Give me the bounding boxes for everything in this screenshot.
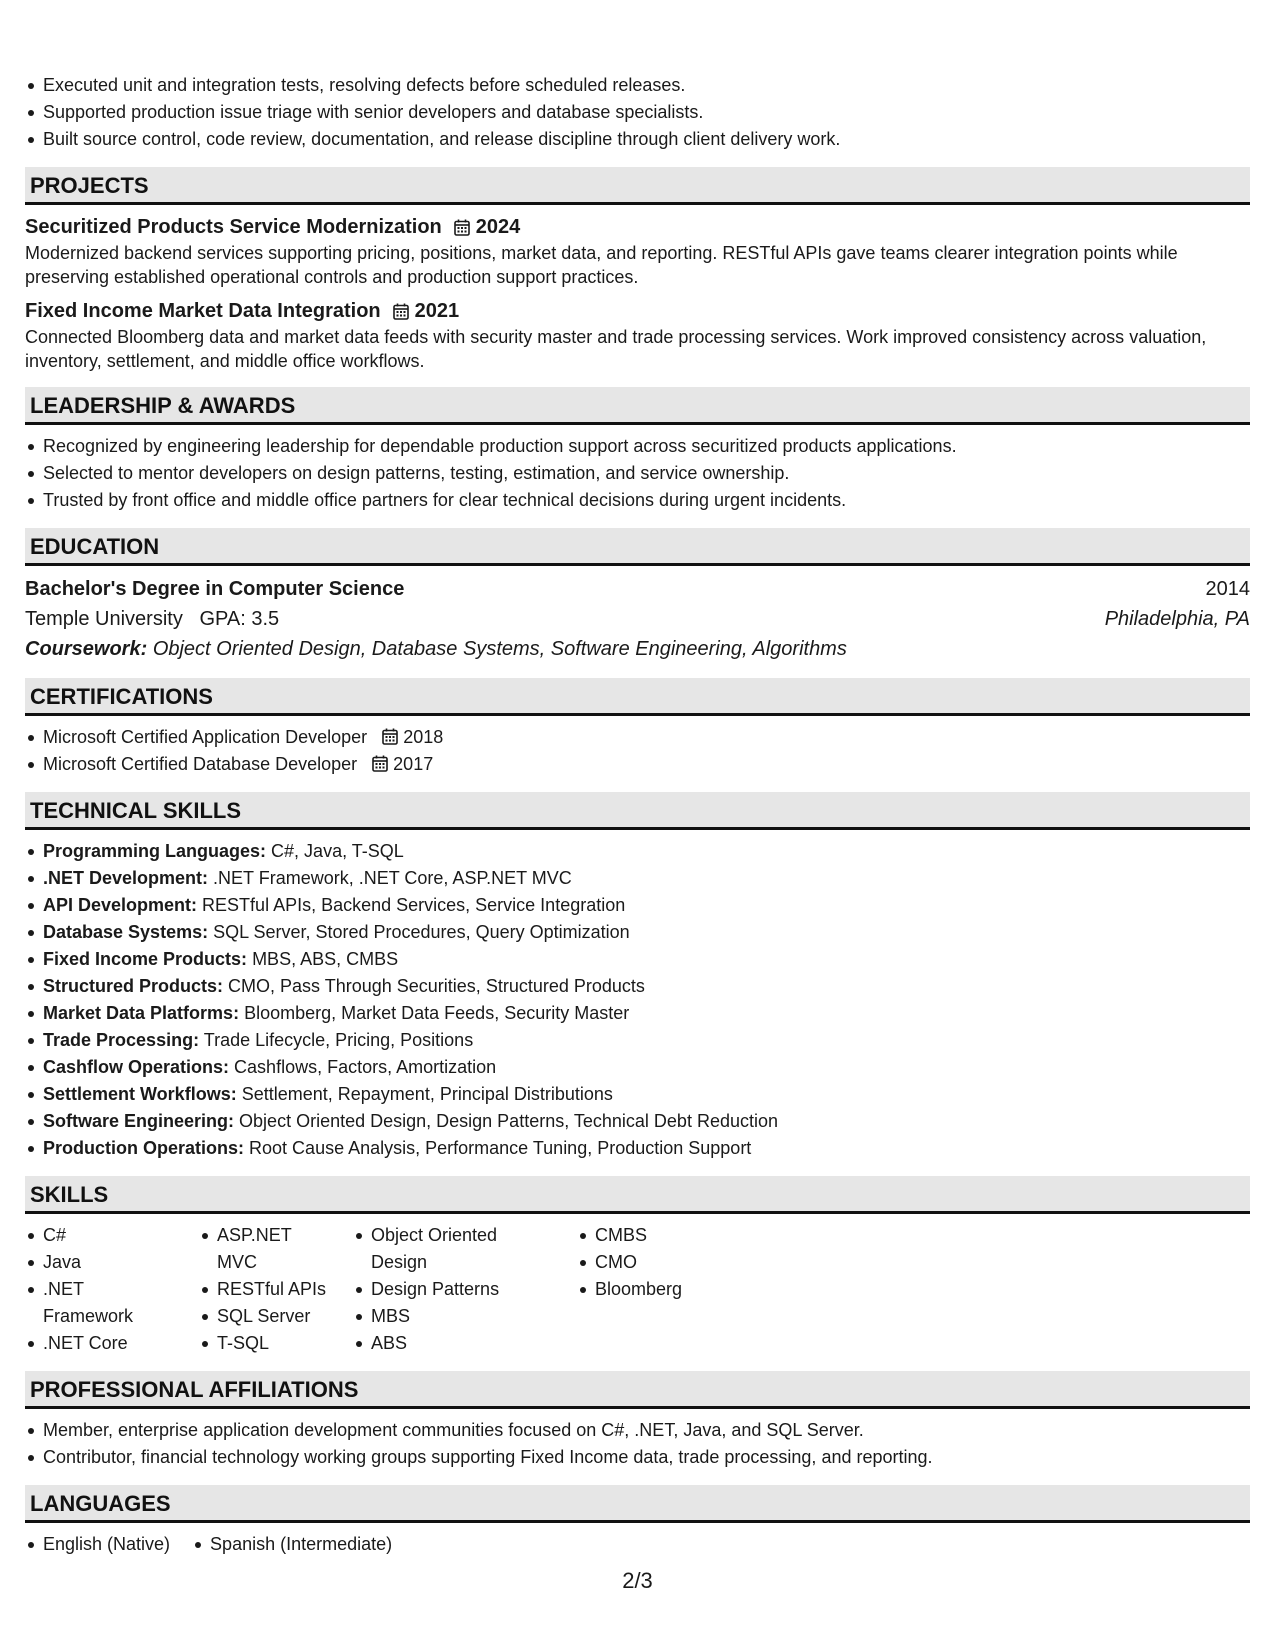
skill-values: C#, Java, T-SQL — [271, 841, 404, 861]
section-heading-technical-skills: TECHNICAL SKILLS — [25, 792, 1250, 830]
calendar-icon — [382, 728, 398, 745]
list-item — [25, 1081, 1250, 1108]
skill-category: Cashflow Operations: — [43, 1057, 230, 1077]
list-item — [25, 1054, 1250, 1081]
project-year: 2024 — [475, 216, 521, 238]
list-item: Member, enterprise application development communities focused on C#, .NET, Java, and SQL Server. — [25, 1417, 1250, 1444]
calendar-icon — [454, 219, 470, 236]
list-item: C# — [25, 1222, 177, 1249]
skills-column — [25, 1222, 177, 1357]
coursework — [25, 634, 1250, 664]
skill-values: Bloomberg, Market Data Feeds, Security Master — [244, 1003, 630, 1023]
section-heading-leadership: LEADERSHIP & AWARDS — [25, 387, 1250, 425]
list-item: Supported production issue triage with senior developers and database specialists. — [25, 99, 1250, 126]
list-item — [25, 946, 1250, 973]
skill-values: Root Cause Analysis, Performance Tuning, Production Support — [249, 1138, 752, 1158]
technical-skills-list — [25, 838, 1250, 1162]
affiliations-list — [25, 1417, 1250, 1471]
list-item: ABS — [353, 1330, 555, 1357]
list-item: Object Oriented Design — [353, 1222, 555, 1276]
skill-values: RESTful APIs, Backend Services, Service Integration — [202, 895, 626, 915]
resume-content — [25, 72, 1250, 1558]
list-item — [25, 838, 1250, 865]
page-number: 2/3 — [622, 1568, 653, 1593]
calendar-icon — [372, 755, 388, 772]
list-item — [25, 1135, 1250, 1162]
project-description: Modernized backend services supporting pricing, positions, market data, and reporting. RESTful APIs gave teams clearer integration points while preserving established operational controls and production support practices. — [25, 243, 1178, 287]
skill-values: SQL Server, Stored Procedures, Query Optimization — [213, 922, 630, 942]
skills-grid — [25, 1222, 1250, 1357]
skills-column — [577, 1222, 682, 1357]
section-heading-projects: PROJECTS — [25, 167, 1250, 205]
list-item — [25, 1000, 1250, 1027]
list-item — [25, 919, 1250, 946]
project-item — [25, 297, 1250, 373]
skill-values: Settlement, Repayment, Principal Distributions — [241, 1084, 613, 1104]
list-item — [25, 751, 1250, 778]
project-title: Fixed Income Market Data Integration — [25, 300, 381, 322]
skill-values: CMO, Pass Through Securities, Structured Products — [228, 976, 645, 996]
skills-column — [199, 1222, 331, 1357]
skill-category: Production Operations: — [43, 1138, 245, 1158]
skill-category: Fixed Income Products: — [43, 949, 248, 969]
list-item: .NET Core — [25, 1330, 177, 1357]
skill-category: Database Systems: — [43, 922, 209, 942]
project-year: 2021 — [414, 300, 460, 322]
education-degree-row — [25, 574, 1250, 604]
section-heading-affiliations: PROFESSIONAL AFFILIATIONS — [25, 1371, 1250, 1409]
list-item: Design Patterns — [353, 1276, 555, 1303]
certifications-list — [25, 724, 1250, 778]
skill-category: Software Engineering: — [43, 1111, 235, 1131]
section-heading-certifications: CERTIFICATIONS — [25, 678, 1250, 716]
section-heading-education: EDUCATION — [25, 528, 1250, 566]
list-item: Contributor, financial technology working groups supporting Fixed Income data, trade processing, and reporting. — [25, 1444, 1250, 1471]
certification-year: 2018 — [403, 727, 444, 747]
skill-values: Trade Lifecycle, Pricing, Positions — [203, 1030, 474, 1050]
list-item: CMBS — [577, 1222, 682, 1249]
graduation-year: 2014 — [1205, 578, 1250, 600]
list-item: Trusted by front office and middle office partners for clear technical decisions during urgent incidents. — [25, 487, 1250, 514]
list-item — [25, 1027, 1250, 1054]
coursework-list: Object Oriented Design, Database Systems, Software Engineering, Algorithms — [152, 638, 847, 660]
skill-category: Programming Languages: — [43, 841, 267, 861]
list-item: RESTful APIs — [199, 1276, 331, 1303]
skills-column — [353, 1222, 555, 1357]
project-item — [25, 213, 1250, 289]
list-item: MBS — [353, 1303, 555, 1330]
list-item: .NET Framework — [25, 1276, 177, 1330]
skill-values: Cashflows, Factors, Amortization — [234, 1057, 497, 1077]
skill-category: API Development: — [43, 895, 198, 915]
list-item: Built source control, code review, documentation, and release discipline through client delivery work. — [25, 126, 1250, 153]
certification-name: Microsoft Certified Database Developer — [43, 754, 358, 774]
skill-category: Market Data Platforms: — [43, 1003, 240, 1023]
skill-values: Object Oriented Design, Design Patterns, Technical Debt Reduction — [239, 1111, 779, 1131]
degree-title: Bachelor's Degree in Computer Science — [25, 578, 405, 600]
list-item: Selected to mentor developers on design patterns, testing, estimation, and service ownership. — [25, 460, 1250, 487]
list-item: Spanish (Intermediate) — [192, 1531, 392, 1558]
list-item: CMO — [577, 1249, 682, 1276]
skill-values: MBS, ABS, CMBS — [252, 949, 399, 969]
section-heading-languages: LANGUAGES — [25, 1485, 1250, 1523]
school-name: Temple University — [25, 608, 183, 630]
leadership-list — [25, 433, 1250, 514]
certification-year: 2017 — [393, 754, 434, 774]
list-item: Java — [25, 1249, 177, 1276]
list-item — [25, 892, 1250, 919]
gpa: GPA: 3.5 — [199, 608, 280, 630]
list-item: Bloomberg — [577, 1276, 682, 1303]
languages-list — [25, 1531, 1250, 1558]
list-item: SQL Server — [199, 1303, 331, 1330]
list-item: English (Native) — [25, 1531, 170, 1558]
list-item — [25, 865, 1250, 892]
skill-category: .NET Development: — [43, 868, 209, 888]
calendar-icon — [393, 303, 409, 320]
list-item: Executed unit and integration tests, resolving defects before scheduled releases. — [25, 72, 1250, 99]
coursework-label: Coursework: — [25, 638, 148, 660]
list-item — [25, 973, 1250, 1000]
skill-category: Structured Products: — [43, 976, 224, 996]
project-title: Securitized Products Service Modernization — [25, 216, 442, 238]
school-location: Philadelphia, PA — [1104, 608, 1250, 630]
list-item: Recognized by engineering leadership for dependable production support across securitized products applications. — [25, 433, 1250, 460]
experience-bullets — [25, 72, 1250, 153]
list-item: T-SQL — [199, 1330, 331, 1357]
list-item — [25, 1108, 1250, 1135]
list-item: ASP.NET MVC — [199, 1222, 331, 1276]
certification-name: Microsoft Certified Application Developer — [43, 727, 368, 747]
skill-category: Settlement Workflows: — [43, 1084, 237, 1104]
education-school-row — [25, 604, 1250, 634]
project-description: Connected Bloomberg data and market data feeds with security master and trade processing services. Work improved consistency across valuation, inventory, settlement, and middle office workflows. — [25, 327, 1207, 371]
skill-values: .NET Framework, .NET Core, ASP.NET MVC — [213, 868, 572, 888]
skill-category: Trade Processing: — [43, 1030, 200, 1050]
list-item — [25, 724, 1250, 751]
section-heading-skills: SKILLS — [25, 1176, 1250, 1214]
